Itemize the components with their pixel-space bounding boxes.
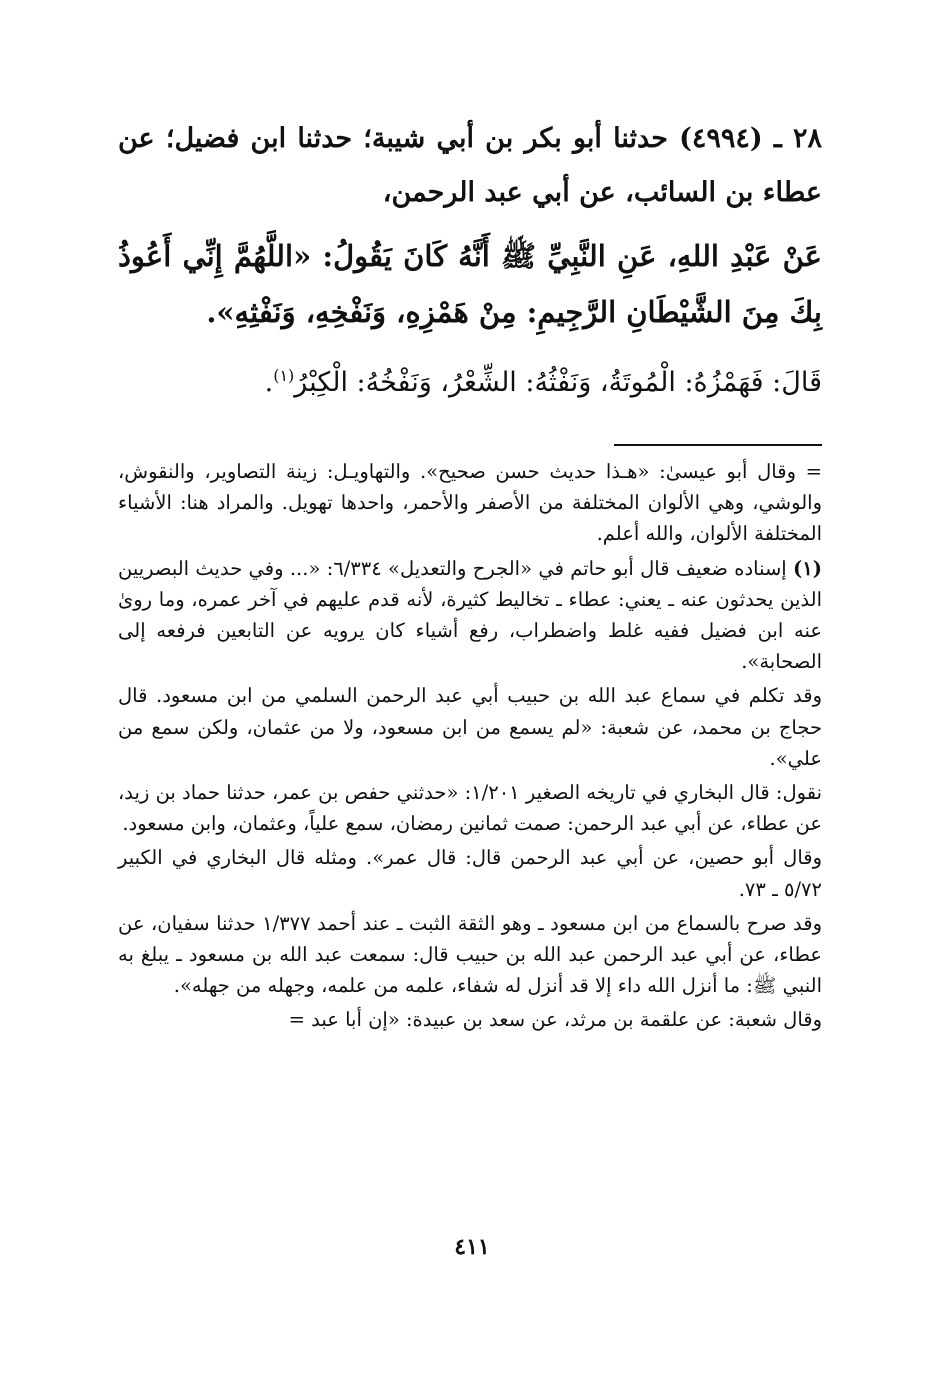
footnote-paragraph-2: وقد تكلم في سماع عبد الله بن حبيب أبي عبد الرحمن السلمي من ابن مسعود. قال حجاج بن محمد، عن شعبة: «لم يسمع من ابن مسعود، ولا من عثمان، ولكن سمع من علي». <box>118 684 822 770</box>
hadith-number: ٢٨ ـ (٤٩٩٤) <box>679 123 822 154</box>
hadith-explanation-line <box>118 348 822 411</box>
footnote-1-marker: (١) <box>793 556 822 580</box>
footnote-continuation: = وقال أبو عيسىٰ: «هـذا حديث حسن صحيح». والتهاويـل: زينة التصاوير، والنقوش، والوشي، وهي الألوان المختلفة من الأصفر والأحمر، واحدها تهويل. والمراد هنا: الأشياء المختلفة الألوان، والله أعلم. <box>118 460 822 546</box>
end-mark: . <box>264 367 274 398</box>
hadith-isnad-line <box>118 112 822 220</box>
footnote-paragraph-3: نقول: قال البخاري في تاريخه الصغير ١/٢٠١: «حدثني حفص بن عمر، حدثنا حماد بن زيد، عن عطاء، عن أبي عبد الرحمن: صمت ثمانين رمضان، سمع علياً، وعثمان، وابن مسعود. <box>118 781 823 836</box>
footnote-paragraph-6: وقال شعبة: عن علقمة بن مرثد، عن سعد بن عبيدة: «إن أبا عبد = <box>288 1008 822 1032</box>
hadith-isnad: حدثنا أبو بكر بن أبي شيبة؛ حدثنا ابن فضيل؛ عن عطاء بن السائب، عن أبي عبد الرحمن، <box>118 123 822 208</box>
footnote-divider <box>614 444 822 446</box>
hadith-matn: عَنْ عَبْدِ اللهِ، عَنِ النَّبِيِّ ﷺ أَنَّهُ كَانَ يَقُولُ: «اللَّهُمَّ إِنِّي أَعُوذُ بِكَ مِنَ الشَّيْطَانِ الرَّجِيمِ: مِنْ هَمْزِهِ، وَنَفْخِهِ، وَنَفْثِهِ». <box>118 239 822 329</box>
footnote-1 <box>118 553 822 678</box>
footnote-paragraph-5: وقد صرح بالسماع من ابن مسعود ـ وهو الثقة الثبت ـ عند أحمد ١/٣٧٧ حدثنا سفيان، عن عطاء، عن أبي عبد الرحمن عبد الله بن حبيب قال: سمعت عبد الله بن مسعود ـ يبلغ به النبي ﷺ: ما أنزل الله داء إلا قد أنزل له شفاء، علمه من علمه، وجهله من جهله». <box>118 911 822 998</box>
hadith-explanation: قَالَ: فَهَمْزُهُ: الْمُوتَةُ، وَنَفْثُهُ: الشِّعْرُ، وَنَفْخُهُ: الْكِبْرُ <box>294 367 822 398</box>
footnote-paragraph-4: وقال أبو حصين، عن أبي عبد الرحمن قال: قال عمر». ومثله قال البخاري في الكبير ٥/٧٢ ـ ٧٣. <box>118 846 822 901</box>
footnote-reference: (١) <box>273 366 295 385</box>
hadith-block <box>118 112 822 411</box>
page-number: ٤١١ <box>454 1234 490 1260</box>
footnote-1-text: إسناده ضعيف قال أبو حاتم في «الجرح والتعديل» ٦/٣٣٤: «... وفي حديث البصريين الذين يحدثون عنه ـ يعني: عطاء ـ تخاليط كثيرة، لأنه قدم عليهم في آخر عمره، وما روىٰ عنه ابن فضيل ففيه غلط واضطراب، رفع أشياء كان يرويه عن التابعين فرفعه إلى الصحابة». <box>118 556 822 674</box>
footnotes-block <box>118 456 822 1039</box>
